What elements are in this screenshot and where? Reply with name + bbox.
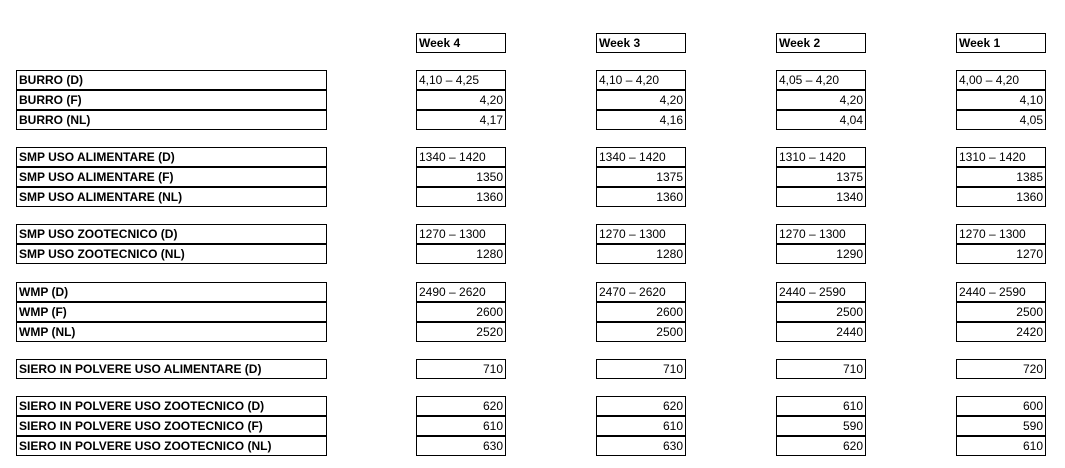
row-label: SMP USO ALIMENTARE (NL) <box>16 187 327 207</box>
row-value: 610 <box>956 436 1046 456</box>
row-value: 2520 <box>416 322 506 342</box>
row-value: 710 <box>416 359 506 379</box>
row-value: 630 <box>416 436 506 456</box>
row-value: 1280 <box>416 244 506 264</box>
row-label: SIERO IN POLVERE USO ZOOTECNICO (NL) <box>16 436 327 456</box>
row-label: SMP USO ZOOTECNICO (NL) <box>16 244 327 264</box>
row-value: 1350 <box>416 167 506 187</box>
row-value: 4,20 <box>776 90 866 110</box>
row-value: 1340 – 1420 <box>416 147 506 167</box>
week-header-4: Week 1 <box>956 33 1046 53</box>
row-value: 2500 <box>776 302 866 322</box>
row-value: 1280 <box>596 244 686 264</box>
row-value: 4,00 – 4,20 <box>956 70 1046 90</box>
row-value: 710 <box>596 359 686 379</box>
row-value: 590 <box>776 416 866 436</box>
row-value: 610 <box>596 416 686 436</box>
row-label: BURRO (F) <box>16 90 327 110</box>
row-value: 1375 <box>596 167 686 187</box>
row-value: 2440 – 2590 <box>776 282 866 302</box>
row-value: 600 <box>956 396 1046 416</box>
row-value: 1310 – 1420 <box>776 147 866 167</box>
row-label: SMP USO ALIMENTARE (D) <box>16 147 327 167</box>
row-value: 720 <box>956 359 1046 379</box>
row-value: 1360 <box>416 187 506 207</box>
row-value: 2600 <box>596 302 686 322</box>
row-value: 1310 – 1420 <box>956 147 1046 167</box>
week-header-2: Week 3 <box>596 33 686 53</box>
row-value: 1270 <box>956 244 1046 264</box>
week-header-1: Week 4 <box>416 33 506 53</box>
row-value: 2490 – 2620 <box>416 282 506 302</box>
row-label: SMP USO ZOOTECNICO (D) <box>16 224 327 244</box>
row-value: 1290 <box>776 244 866 264</box>
row-value: 2440 <box>776 322 866 342</box>
row-value: 1375 <box>776 167 866 187</box>
row-value: 710 <box>776 359 866 379</box>
row-value: 4,16 <box>596 110 686 130</box>
row-value: 4,20 <box>596 90 686 110</box>
row-value: 4,10 – 4,20 <box>596 70 686 90</box>
row-value: 620 <box>596 396 686 416</box>
row-label: SIERO IN POLVERE USO ZOOTECNICO (F) <box>16 416 327 436</box>
row-value: 2470 – 2620 <box>596 282 686 302</box>
row-value: 1360 <box>596 187 686 207</box>
row-value: 4,10 <box>956 90 1046 110</box>
row-value: 2420 <box>956 322 1046 342</box>
row-value: 2440 – 2590 <box>956 282 1046 302</box>
row-value: 4,05 <box>956 110 1046 130</box>
row-value: 1270 – 1300 <box>596 224 686 244</box>
row-value: 620 <box>416 396 506 416</box>
row-value: 2500 <box>956 302 1046 322</box>
row-value: 4,05 – 4,20 <box>776 70 866 90</box>
row-value: 630 <box>596 436 686 456</box>
week-header-3: Week 2 <box>776 33 866 53</box>
row-label: WMP (D) <box>16 282 327 302</box>
row-value: 1340 <box>776 187 866 207</box>
row-label: SMP USO ALIMENTARE (F) <box>16 167 327 187</box>
row-label: BURRO (D) <box>16 70 327 90</box>
row-label: BURRO (NL) <box>16 110 327 130</box>
row-value: 1360 <box>956 187 1046 207</box>
row-value: 2600 <box>416 302 506 322</box>
row-value: 610 <box>416 416 506 436</box>
row-value: 1270 – 1300 <box>956 224 1046 244</box>
row-value: 1270 – 1300 <box>416 224 506 244</box>
row-value: 610 <box>776 396 866 416</box>
row-value: 4,04 <box>776 110 866 130</box>
row-value: 4,20 <box>416 90 506 110</box>
row-value: 620 <box>776 436 866 456</box>
row-value: 4,17 <box>416 110 506 130</box>
row-value: 2500 <box>596 322 686 342</box>
row-label: SIERO IN POLVERE USO ZOOTECNICO (D) <box>16 396 327 416</box>
row-value: 1385 <box>956 167 1046 187</box>
row-value: 1270 – 1300 <box>776 224 866 244</box>
row-value: 4,10 – 4,25 <box>416 70 506 90</box>
row-value: 590 <box>956 416 1046 436</box>
row-label: SIERO IN POLVERE USO ALIMENTARE (D) <box>16 359 327 379</box>
row-label: WMP (NL) <box>16 322 327 342</box>
row-label: WMP (F) <box>16 302 327 322</box>
row-value: 1340 – 1420 <box>596 147 686 167</box>
